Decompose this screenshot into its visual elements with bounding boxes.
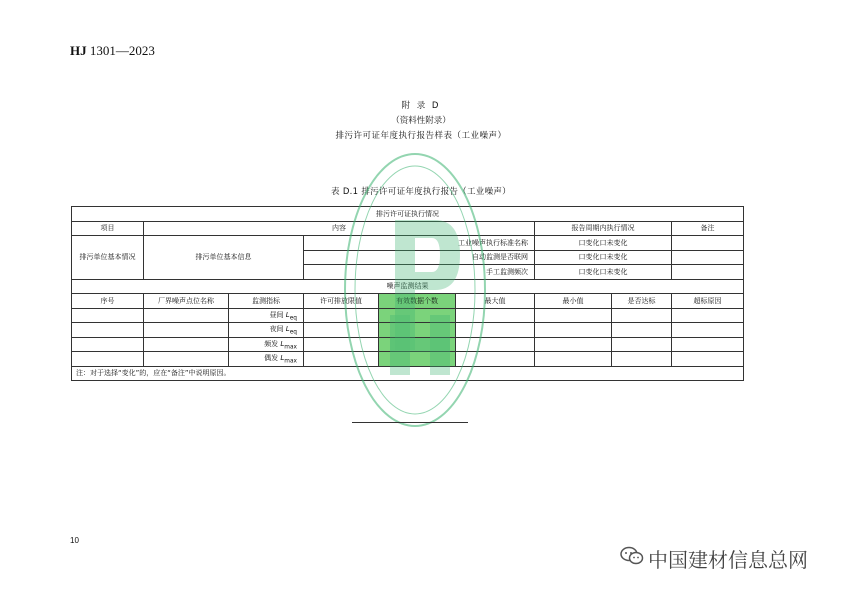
table-note: 注：对于选择“变化”的，应在“备注”中说明原因。 [72,366,744,381]
cell[interactable] [304,323,379,338]
cell[interactable] [379,308,456,323]
cell[interactable] [456,308,535,323]
cell[interactable] [72,308,144,323]
standard-code: HJ 1301—2023 [70,43,155,58]
cell[interactable] [535,352,612,367]
mh-valid: 有效数据个数 [379,294,456,309]
note-row [72,366,744,381]
end-rule [352,422,468,423]
info-row [72,236,744,251]
mh-reason: 超标原因 [672,294,744,309]
page-number: 10 [70,536,79,545]
info-remark[interactable] [672,265,744,280]
row-sub-label: 排污单位基本信息 [144,236,304,280]
appendix-subtitle: （资料性附录） [391,116,451,126]
info-remark[interactable] [672,250,744,265]
info-label: 手工监测频次 [304,265,535,280]
cell[interactable] [672,337,744,352]
indicator: 昼间 $L_{eq}$ [229,308,304,323]
col-content: 内容 [144,221,535,236]
cell[interactable] [144,308,229,323]
info-choice[interactable]: 口变化口未变化 [535,265,672,280]
monitor-row [72,337,744,352]
monitor-header-row [72,294,744,309]
section2-title: 噪声监测结果 [72,279,744,294]
info-label: 自动监测是否联网 [304,250,535,265]
section2-row [72,279,744,294]
cell[interactable] [304,337,379,352]
indicator: 夜间 $L_{eq}$ [229,323,304,338]
cell[interactable] [72,352,144,367]
col-item: 项目 [72,221,144,236]
info-choice[interactable]: 口变化口未变化 [535,250,672,265]
cell[interactable] [612,337,672,352]
cell[interactable] [72,337,144,352]
table-caption: 表 D.1 排污许可证年度执行报告（工业噪声） [331,187,511,197]
cell[interactable] [379,323,456,338]
indicator: 频发 $L_{max}$ [229,337,304,352]
cell[interactable] [612,352,672,367]
info-label: 工业噪声执行标准名称 [304,236,535,251]
cell[interactable] [672,323,744,338]
cell[interactable] [379,352,456,367]
monitor-row [72,308,744,323]
cell[interactable] [612,323,672,338]
info-choice[interactable]: 口变化口未变化 [535,236,672,251]
mh-point: 厂界噪声点位名称 [144,294,229,309]
cell[interactable] [456,352,535,367]
section1-row [72,207,744,222]
cell[interactable] [379,337,456,352]
mh-max: 最大值 [456,294,535,309]
cell[interactable] [535,337,612,352]
cell[interactable] [535,323,612,338]
mh-limit: 许可排放限值 [304,294,379,309]
cell[interactable] [144,337,229,352]
wechat-icon [620,546,644,566]
info-remark[interactable] [672,236,744,251]
cell[interactable] [456,337,535,352]
mh-min: 最小值 [535,294,612,309]
cell[interactable] [672,352,744,367]
brand-name: 中国建材信息总网 [648,548,808,572]
cell[interactable] [72,323,144,338]
mh-compliant: 是否达标 [612,294,672,309]
header-row [72,221,744,236]
cell[interactable] [144,352,229,367]
indicator: 偶发 $L_{max}$ [229,352,304,367]
cell[interactable] [144,323,229,338]
mh-indicator: 监测指标 [229,294,304,309]
monitor-row [72,323,744,338]
section1-title: 排污许可证执行情况 [72,207,744,222]
col-exec: 报告周期内执行情况 [535,221,672,236]
appendix-heading: 排污许可证年度执行报告样表（工业噪声） [335,131,507,141]
cell[interactable] [612,308,672,323]
monitor-row [72,352,744,367]
row-group-label: 排污单位基本情况 [72,236,144,280]
cell[interactable] [535,308,612,323]
cell[interactable] [304,352,379,367]
col-remark: 备注 [672,221,744,236]
mh-index: 序号 [72,294,144,309]
cell[interactable] [304,308,379,323]
cell[interactable] [672,308,744,323]
appendix-title: 附 录 D [401,101,441,111]
report-table [71,206,744,381]
cell[interactable] [456,323,535,338]
